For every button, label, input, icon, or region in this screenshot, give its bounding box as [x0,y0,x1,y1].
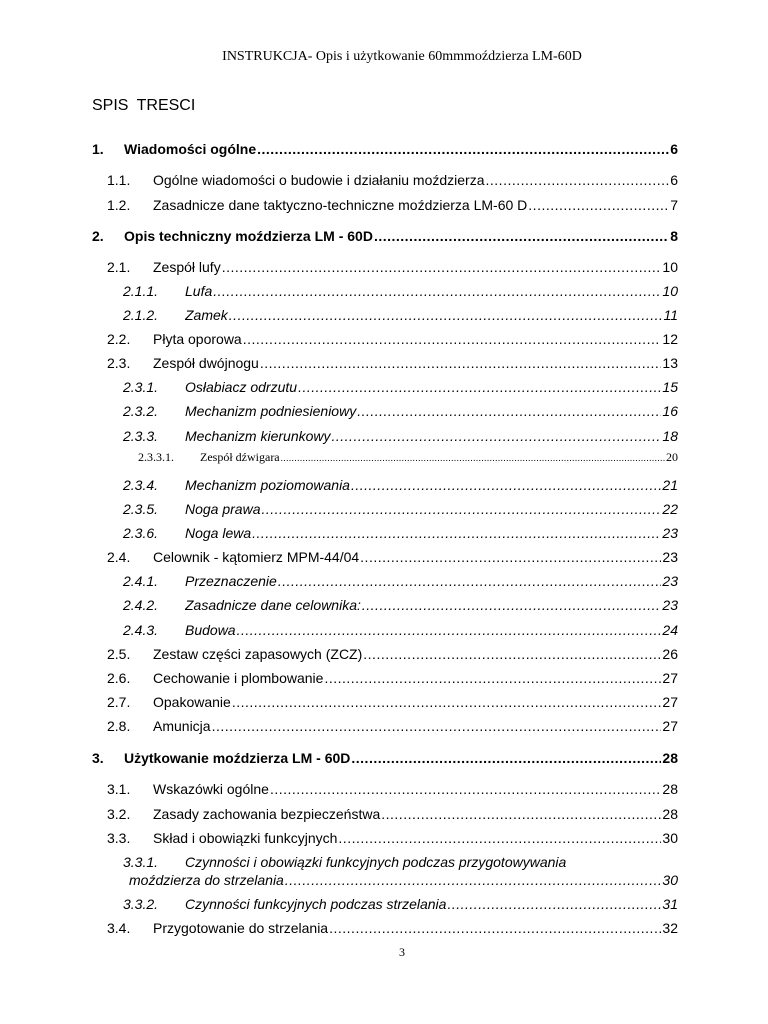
toc-text: Amunicja [153,718,211,734]
toc-text: Użytkowanie moździerza LM - 60D [124,750,351,766]
toc-entry-2-6[interactable] [0,668,768,688]
toc-entry-3-1[interactable] [0,779,768,799]
toc-entry-2-3-1[interactable] [0,377,768,397]
leader-dots [270,779,661,799]
toc-page: 16 [662,403,678,419]
leader-dots [486,170,670,190]
leader-dots [374,226,669,246]
toc-text: Płyta oporowa [153,331,242,347]
toc-entry-2-4-1[interactable] [0,571,768,591]
leader-dots [232,692,662,712]
toc-text: Zestaw części zapasowych (ZCZ) [153,646,363,662]
toc-page: 28 [662,750,678,766]
toc-entry-1-2[interactable] [0,195,768,215]
toc-entry-2-5[interactable] [0,644,768,664]
toc-text: Noga lewa [185,525,252,541]
toc-entry-3-3-2[interactable] [0,894,768,914]
leader-dots [528,195,669,215]
toc-text: Mechanizm poziomowania [185,477,350,493]
toc-number: 3.2. [107,806,131,822]
leader-dots [213,281,661,301]
toc-page: 20 [666,450,678,464]
toc-page: 10 [662,259,678,275]
toc-number: 1.2. [107,197,131,213]
toc-number: 2.1.1. [123,283,159,299]
toc-number: 2.4.3. [123,622,159,638]
toc-number: 2.5. [107,646,131,662]
leader-dots [324,668,661,688]
toc-number: 2.3.1. [123,379,159,395]
toc-entry-2-3-2[interactable] [0,401,768,421]
toc-entry-2[interactable] [0,226,768,246]
toc-page: 23 [662,525,678,541]
toc-number: 3.4. [107,920,131,936]
toc-number: 3.3.2. [123,896,159,912]
toc-page: 7 [670,197,678,213]
leader-dots [212,716,662,736]
toc-text: Wiadomości ogólne [124,141,257,157]
toc-text: Opis techniczny moździerza LM - 60D [124,228,373,244]
toc-page: 30 [662,830,678,846]
toc-text: Mechanizm podniesieniowy [185,403,357,419]
toc-entry-2-8[interactable] [0,716,768,736]
toc-entry-1[interactable] [0,139,768,159]
toc-number: 2.8. [107,718,131,734]
toc-text: Mechanizm kierunkowy [185,428,331,444]
toc-text: Czynności funkcyjnych podczas strzelania [185,896,447,912]
toc-text: Zespół dwójnogu [153,355,259,371]
toc-entry-2-4-2[interactable] [0,595,768,615]
leader-dots [357,401,661,421]
leader-dots [329,918,661,938]
toc-text: Zespół lufy [153,259,221,275]
toc-number: 2.4.2. [123,597,159,613]
toc-entry-2-7[interactable] [0,692,768,712]
toc-entry-3-3-1-cont[interactable] [0,870,768,890]
toc-text: Celownik - kątomierz MPM-44/04 [153,549,360,565]
toc-number: 2.4.1. [123,573,159,589]
toc-entry-3-4[interactable] [0,918,768,938]
toc-text-line1: Czynności i obowiązki funkcyjnych podczas przygotowywania [185,854,567,870]
leader-dots [222,257,662,277]
leader-dots [285,870,662,890]
toc-text: Ogólne wiadomości o budowie i działaniu moździerza [153,172,485,188]
toc-number: 2. [92,228,104,244]
toc-number: 2.1. [107,259,131,275]
toc-number: 1. [92,141,104,157]
toc-text-line2: moździerza do strzelania [129,872,284,888]
leader-dots [281,448,665,468]
toc-page: 27 [662,670,678,686]
toc-entry-2-1[interactable] [0,257,768,277]
leader-dots [257,139,669,159]
toc-number: 2.7. [107,694,131,710]
toc-number: 2.3.2. [123,403,159,419]
toc-number: 2.3.6. [123,525,159,541]
toc-text: Opakowanie [153,694,231,710]
leader-dots [351,748,661,768]
toc-text: Skład i obowiązki funkcyjnych [153,830,338,846]
toc-page: 24 [662,622,678,638]
toc-number: 2.3.3.1. [138,450,174,464]
toc-entry-2-4-3[interactable] [0,620,768,640]
leader-dots [447,894,661,914]
leader-dots [260,353,662,373]
toc-entry-2-2[interactable] [0,329,768,349]
toc-page: 10 [662,283,678,299]
toc-text: Przeznaczenie [185,573,277,589]
toc-page: 12 [662,331,678,347]
toc-text: Cechowanie i plombowanie [153,670,324,686]
leader-dots [338,828,661,848]
toc-entry-2-1-1[interactable] [0,281,768,301]
document-header: INSTRUKCJA- Opis i użytkowanie 60mmmoździerza LM-60D [222,49,582,64]
toc-text: Zasadnicze dane taktyczno-techniczne moździerza LM-60 D [153,197,528,213]
leader-dots [381,804,661,824]
toc-page: 6 [670,141,678,157]
leader-dots [262,499,662,519]
toc-number: 2.2. [107,331,131,347]
toc-number: 2.3.4. [123,477,159,493]
leader-dots [243,329,662,349]
toc-number: 2.3.3. [123,428,159,444]
toc-page: 23 [662,597,678,613]
toc-number: 2.3. [107,355,131,371]
toc-text: Wskazówki ogólne [153,781,269,797]
toc-page: 6 [670,172,678,188]
toc-page: 22 [662,501,678,517]
toc-page: 11 [663,307,678,323]
toc-page: 30 [662,872,678,888]
toc-entry-3-3-1[interactable] [0,852,768,872]
toc-page: 21 [662,477,678,493]
toc-text: Zespół dźwigara [200,450,280,464]
leader-dots [278,571,662,591]
leader-dots [237,620,662,640]
toc-entry-2-3-6[interactable] [0,523,768,543]
toc-text: Zasady zachowania bezpieczeństwa [153,806,381,822]
toc-text: Osłabiacz odrzutu [185,379,298,395]
toc-number: 2.3.5. [123,501,159,517]
page-number: 3 [399,945,405,959]
toc-page: 8 [670,228,678,244]
toc-page: 23 [662,573,678,589]
toc-entry-2-3-4[interactable] [0,475,768,495]
toc-entry-3-2[interactable] [0,804,768,824]
toc-page: 28 [662,806,678,822]
leader-dots [360,547,661,567]
toc-entry-3-3[interactable] [0,828,768,848]
toc-text: Budowa [185,622,236,638]
toc-page: 32 [662,920,678,936]
toc-page: 31 [662,896,678,912]
toc-page: 27 [662,718,678,734]
toc-entry-2-1-2[interactable] [0,305,768,325]
toc-text: Noga prawa [185,501,261,517]
toc-number: 3.1. [107,781,131,797]
toc-entry-2-3-3[interactable] [0,426,768,446]
toc-page: 27 [662,694,678,710]
toc-page: 23 [662,549,678,565]
leader-dots [229,305,663,325]
toc-entry-2-3-3-1[interactable] [0,447,768,467]
toc-text: Zamek [185,307,228,323]
toc-entry-3[interactable] [0,748,768,768]
toc-entry-2-4[interactable] [0,547,768,567]
leader-dots [362,595,662,615]
leader-dots [351,475,661,495]
toc-number: 3. [92,750,104,766]
toc-number: 1.1. [107,172,131,188]
toc-number: 2.4. [107,549,131,565]
toc-text: Przygotowanie do strzelania [153,920,329,936]
leader-dots [363,644,661,664]
toc-text: Zasadnicze dane celownika: [185,597,361,613]
toc-page: 18 [662,428,678,444]
toc-text: Lufa [185,283,213,299]
toc-entry-2-3-5[interactable] [0,499,768,519]
leader-dots [332,426,662,446]
leader-dots [252,523,661,543]
toc-page: 28 [662,781,678,797]
toc-page: 13 [662,355,678,371]
toc-number: 2.6. [107,670,131,686]
toc-number: 2.1.2. [123,307,159,323]
toc-page: 26 [662,646,678,662]
toc-page: 15 [662,379,678,395]
toc-number: 3.3. [107,830,131,846]
toc-number: 3.3.1. [123,854,159,870]
toc-entry-2-3[interactable] [0,353,768,373]
toc-title: SPIS TRESCI [92,97,196,114]
leader-dots [298,377,661,397]
toc-entry-1-1[interactable] [0,170,768,190]
